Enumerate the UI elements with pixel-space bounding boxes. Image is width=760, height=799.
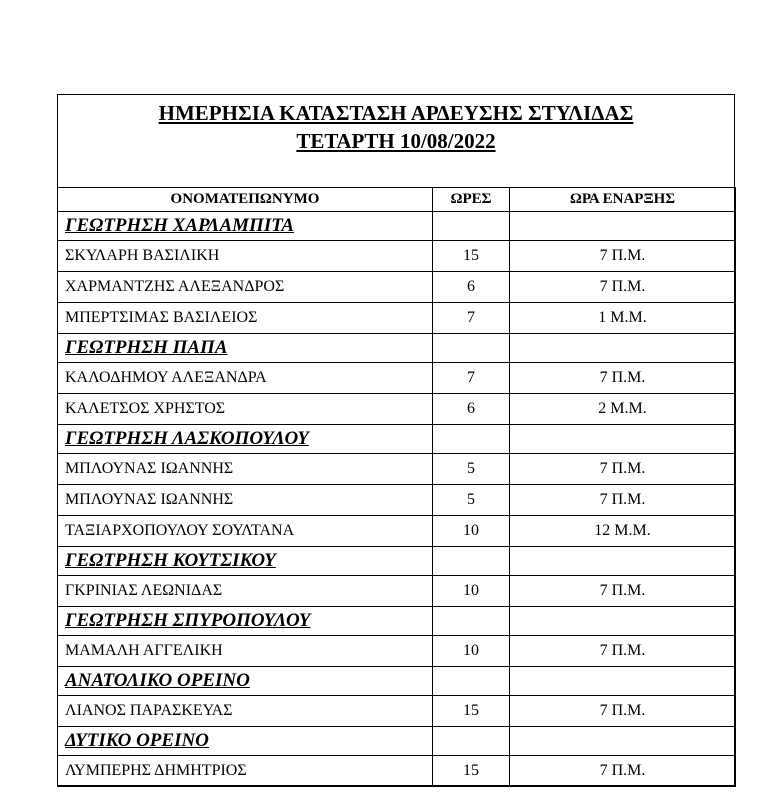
cell-start-time: 7 Π.Μ. [510, 576, 736, 607]
cell-start-time: 7 Π.Μ. [510, 636, 736, 667]
cell-hours: 7 [433, 363, 510, 394]
cell-hours: 15 [433, 696, 510, 727]
group-start-empty [510, 334, 736, 363]
cell-hours: 6 [433, 394, 510, 425]
cell-start-time: 2 Μ.Μ. [510, 394, 736, 425]
irrigation-report-document [57, 94, 735, 786]
group-label: ΓΕΩΤΡΗΣΗ ΧΑΡΛΑΜΠΙΤΑ [58, 212, 433, 241]
table-row [58, 696, 736, 727]
group-start-empty [510, 607, 736, 636]
group-row [58, 334, 736, 363]
table-row [58, 516, 736, 547]
irrigation-schedule-table [57, 187, 736, 787]
cell-name: ΜΠΕΡΤΣΙΜΑΣ ΒΑΣΙΛΕΙΟΣ [58, 303, 433, 334]
table-row [58, 756, 736, 787]
group-label: ΓΕΩΤΡΗΣΗ ΛΑΣΚΟΠΟΥΛΟΥ [58, 425, 433, 454]
cell-name: ΚΑΛΕΤΣΟΣ ΧΡΗΣΤΟΣ [58, 394, 433, 425]
cell-start-time: 7 Π.Μ. [510, 696, 736, 727]
table-row [58, 576, 736, 607]
cell-hours: 10 [433, 636, 510, 667]
table-row [58, 272, 736, 303]
cell-name: ΣΚΥΛΑΡΗ ΒΑΣΙΛΙΚΗ [58, 241, 433, 272]
group-hours-empty [433, 607, 510, 636]
table-body [58, 212, 736, 787]
table-row [58, 241, 736, 272]
table-header-row [58, 188, 736, 212]
group-hours-empty [433, 547, 510, 576]
group-row [58, 425, 736, 454]
group-hours-empty [433, 727, 510, 756]
group-hours-empty [433, 212, 510, 241]
cell-hours: 15 [433, 241, 510, 272]
group-row [58, 607, 736, 636]
cell-name: ΜΠΛΟΥΝΑΣ ΙΩΑΝΝΗΣ [58, 454, 433, 485]
cell-hours: 10 [433, 576, 510, 607]
cell-start-time: 7 Π.Μ. [510, 241, 736, 272]
column-header-name: ΟΝΟΜΑΤΕΠΩΝΥΜΟ [58, 188, 433, 212]
document-title: ΗΜΕΡΗΣΙΑ ΚΑΤΑΣΤΑΣΗ ΑΡΔΕΥΣΗΣ ΣΤΥΛΙΔΑΣ [158, 101, 634, 125]
group-label: ΓΕΩΤΡΗΣΗ ΠΑΠΑ [58, 334, 433, 363]
group-hours-empty [433, 334, 510, 363]
document-date: ΤΕΤΑΡΤΗ 10/08/2022 [296, 129, 496, 153]
cell-hours: 5 [433, 454, 510, 485]
cell-hours: 10 [433, 516, 510, 547]
group-start-empty [510, 547, 736, 576]
cell-start-time: 1 Μ.Μ. [510, 303, 736, 334]
cell-hours: 5 [433, 485, 510, 516]
cell-name: ΚΑΛΟΔΗΜΟΥ ΑΛΕΞΑΝΔΡΑ [58, 363, 433, 394]
cell-name: ΓΚΡΙΝΙΑΣ ΛΕΩΝΙΔΑΣ [58, 576, 433, 607]
table-row [58, 454, 736, 485]
group-label: ΓΕΩΤΡΗΣΗ ΣΠΥΡΟΠΟΥΛΟΥ [58, 607, 433, 636]
table-row [58, 394, 736, 425]
column-header-hours: ΩΡΕΣ [433, 188, 510, 212]
table-row [58, 636, 736, 667]
group-start-empty [510, 667, 736, 696]
group-row [58, 547, 736, 576]
group-row [58, 667, 736, 696]
table-row [58, 485, 736, 516]
cell-start-time: 7 Π.Μ. [510, 756, 736, 787]
group-label: ΑΝΑΤΟΛΙΚΟ ΟΡΕΙΝΟ [58, 667, 433, 696]
cell-start-time: 7 Π.Μ. [510, 363, 736, 394]
column-header-start-time: ΩΡΑ ΕΝΑΡΞΗΣ [510, 188, 736, 212]
group-hours-empty [433, 425, 510, 454]
cell-name: ΜΑΜΑΛΗ ΑΓΓΕΛΙΚΗ [58, 636, 433, 667]
cell-hours: 15 [433, 756, 510, 787]
cell-start-time: 7 Π.Μ. [510, 454, 736, 485]
table-row [58, 363, 736, 394]
cell-name: ΛΙΑΝΟΣ ΠΑΡΑΣΚΕΥΑΣ [58, 696, 433, 727]
group-row [58, 727, 736, 756]
group-row [58, 212, 736, 241]
group-hours-empty [433, 667, 510, 696]
cell-name: ΜΠΛΟΥΝΑΣ ΙΩΑΝΝΗΣ [58, 485, 433, 516]
cell-start-time: 12 Μ.Μ. [510, 516, 736, 547]
cell-name: ΛΥΜΠΕΡΗΣ ΔΗΜΗΤΡΙΟΣ [58, 756, 433, 787]
table-row [58, 303, 736, 334]
cell-hours: 7 [433, 303, 510, 334]
group-start-empty [510, 212, 736, 241]
group-start-empty [510, 425, 736, 454]
group-label: ΓΕΩΤΡΗΣΗ ΚΟΥΤΣΙΚΟΥ [58, 547, 433, 576]
group-label: ΔΥΤΙΚΟ ΟΡΕΙΝΟ [58, 727, 433, 756]
cell-hours: 6 [433, 272, 510, 303]
cell-name: ΧΑΡΜΑΝΤΖΗΣ ΑΛΕΞΑΝΔΡΟΣ [58, 272, 433, 303]
group-start-empty [510, 727, 736, 756]
cell-start-time: 7 Π.Μ. [510, 272, 736, 303]
cell-start-time: 7 Π.Μ. [510, 485, 736, 516]
cell-name: ΤΑΞΙΑΡΧΟΠΟΥΛΟΥ ΣΟΥΛΤΑΝΑ [58, 516, 433, 547]
document-title-block [58, 95, 734, 188]
